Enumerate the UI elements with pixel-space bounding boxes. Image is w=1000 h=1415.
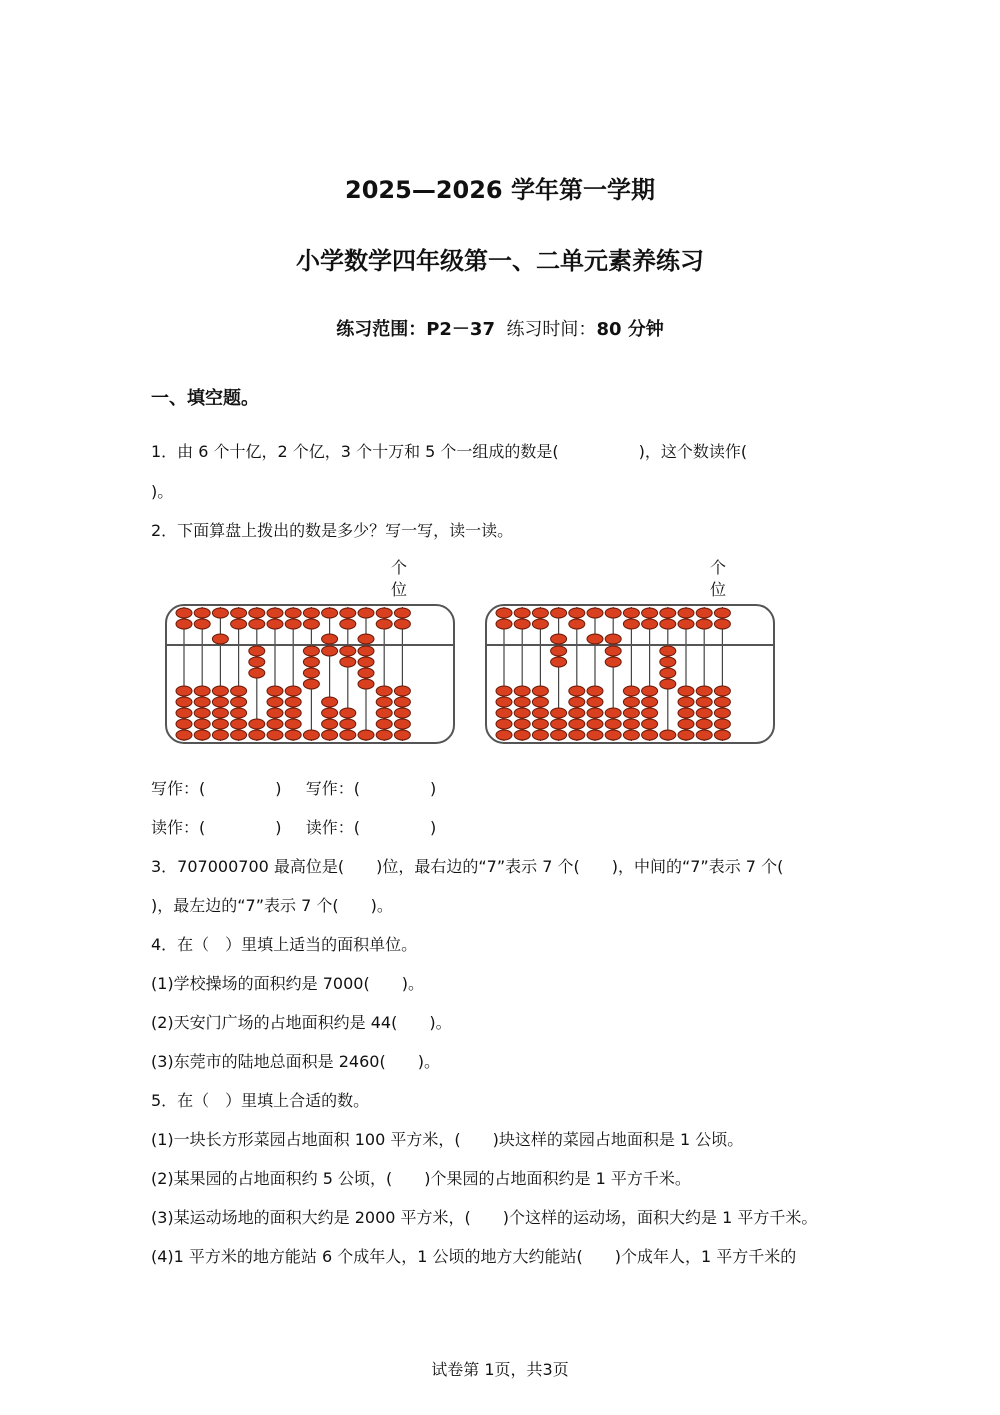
abacus-bead (267, 686, 283, 696)
marker-char: 位 (710, 580, 727, 599)
abacus-bead (394, 719, 410, 729)
abacus-bead (194, 686, 210, 696)
abacus-bead (551, 608, 567, 618)
abacus-bead (303, 608, 319, 618)
abacus-bead (660, 608, 676, 618)
q3-line1: 3．707000700 最高位是( )位，最右边的“7”表示 7 个( )，中间的“7”表示 7 个( (151, 857, 784, 876)
abacus-bead (231, 697, 247, 707)
paren-close: ) (429, 818, 437, 837)
abacus-bead (340, 719, 356, 729)
abacus-bead (194, 708, 210, 718)
time-value: 80 分钟 (596, 319, 664, 340)
abacus-bead (587, 686, 603, 696)
abacus-bead (285, 619, 301, 629)
q4-prompt: 4．在（ ）里填上适当的面积单位。 (151, 935, 418, 954)
abacus-bead (340, 646, 356, 656)
abacus-bead (376, 608, 392, 618)
abacus-bead (678, 608, 694, 618)
write-answer-right (306, 776, 437, 799)
abacus-bead (394, 619, 410, 629)
abacus-bead (322, 634, 338, 644)
abacus-bead (176, 686, 192, 696)
abacus-bead (714, 608, 730, 618)
abacus-bead (642, 686, 658, 696)
q4-item: (1)学校操场的面积约是 7000( )。 (151, 974, 424, 993)
abacus-bead (322, 608, 338, 618)
abacus-bead (678, 719, 694, 729)
paren-close: ) (275, 779, 282, 798)
abacus-bead (623, 697, 639, 707)
abacus-bead (249, 608, 265, 618)
abacus-bead (376, 708, 392, 718)
read-label: 读作：( (151, 818, 206, 837)
abacus-bead (340, 657, 356, 667)
abacus-bead (696, 697, 712, 707)
abacus-bead (532, 608, 548, 618)
abacus-bead (340, 608, 356, 618)
abacus-bead (642, 708, 658, 718)
abacus-bead (212, 608, 228, 618)
abacus-bead (212, 697, 228, 707)
abacus-bead (514, 608, 530, 618)
abacus-bead (569, 686, 585, 696)
marker-char: 个 (710, 558, 727, 577)
abacus-bead (249, 619, 265, 629)
abacus-bead (623, 730, 639, 740)
exam-meta (0, 315, 1000, 341)
abacus-bead (660, 619, 676, 629)
q3-line2: )，最左边的“7”表示 7 个( )。 (151, 896, 393, 915)
q2-read-row (151, 815, 436, 838)
abacus-bead (358, 646, 374, 656)
q5-item: (2)某果园的占地面积约 5 公顷，( )个果园的占地面积约是 1 平方千米。 (151, 1169, 691, 1188)
abacus-bead (267, 608, 283, 618)
abacus-bead (231, 730, 247, 740)
abacus-bead (569, 697, 585, 707)
abacus-bead (303, 619, 319, 629)
abacus-bead (285, 708, 301, 718)
page-footer: 试卷第 1页，共3页 (431, 1360, 569, 1379)
abacus-bead (176, 619, 192, 629)
abacus-bead (660, 679, 676, 689)
abacus-bead (194, 619, 210, 629)
abacus-bead (587, 608, 603, 618)
q2-prompt: 2．下面算盘上拨出的数是多少？写一写，读一读。 (151, 521, 514, 540)
abacus-bead (267, 697, 283, 707)
abacus-bead (569, 719, 585, 729)
abacus-bead (587, 697, 603, 707)
abacus-bead (358, 730, 374, 740)
abacus-bead (303, 679, 319, 689)
q5-prompt: 5．在（ ）里填上合适的数。 (151, 1091, 370, 1110)
abacus-bead (231, 686, 247, 696)
abacus-bead (303, 646, 319, 656)
abacus-bead (514, 719, 530, 729)
abacus-bead (551, 719, 567, 729)
abacus-bead (696, 708, 712, 718)
abacus-bead (605, 719, 621, 729)
abacus-bead (231, 708, 247, 718)
abacus-bead (569, 730, 585, 740)
q4-item: (3)东莞市的陆地总面积是 2460( )。 (151, 1052, 440, 1071)
abacus-bead (267, 730, 283, 740)
abacus-bead (496, 686, 512, 696)
abacus-bead (176, 730, 192, 740)
abacus-bead (642, 719, 658, 729)
abacus-bead (605, 708, 621, 718)
q5-item: (4)1 平方米的地方能站 6 个成年人，1 公顷的地方大约能站( )个成年人，1 平方千米的 (151, 1247, 797, 1266)
abacus-bead (551, 646, 567, 656)
abacus-bead (642, 608, 658, 618)
paren-close: ) (429, 779, 437, 798)
abacus-bead (678, 686, 694, 696)
abacus-bead (212, 686, 228, 696)
q2-write-row (151, 776, 436, 799)
abacus-bead (678, 708, 694, 718)
abacus-bead (496, 619, 512, 629)
abacus-bead (285, 686, 301, 696)
abacus-bead (532, 686, 548, 696)
abacus-bead (496, 697, 512, 707)
abacus-bead (714, 730, 730, 740)
q4-item: (2)天安门广场的占地面积约是 44( )。 (151, 1013, 452, 1032)
write-answer-left (151, 776, 282, 799)
write-label: 写作：( (151, 779, 206, 798)
abacus-bead (532, 619, 548, 629)
time-label: 练习时间： (506, 319, 597, 340)
abacus-bead (532, 697, 548, 707)
abacus-bead (623, 686, 639, 696)
abacus-bead (587, 719, 603, 729)
abacus-bead (714, 708, 730, 718)
abacus-bead (605, 646, 621, 656)
abacus-bead (358, 657, 374, 667)
abacus-bead (714, 686, 730, 696)
abacus-bead (376, 686, 392, 696)
abacus-bead (551, 730, 567, 740)
abacus-bead (587, 730, 603, 740)
abacus-bead (394, 686, 410, 696)
abacus-bead (322, 646, 338, 656)
q1-line2: )。 (151, 482, 174, 501)
abacus-bead (696, 686, 712, 696)
abacus-bead (176, 697, 192, 707)
abacus-bead (394, 608, 410, 618)
abacus-bead (376, 719, 392, 729)
abacus-bead (587, 634, 603, 644)
abacus-bead (194, 719, 210, 729)
abacus-bead (660, 668, 676, 678)
abacus-figure (150, 550, 790, 750)
abacus-bead (623, 708, 639, 718)
abacus-bead (231, 719, 247, 729)
abacus-bead (660, 646, 676, 656)
abacus-bead (569, 608, 585, 618)
abacus-bead (231, 619, 247, 629)
abacus-bead (569, 619, 585, 629)
abacus-bead (394, 730, 410, 740)
abacus-bead (322, 730, 338, 740)
abacus-bead (551, 708, 567, 718)
abacus-bead (642, 697, 658, 707)
marker-char: 位 (391, 580, 408, 599)
abacus-bead (249, 646, 265, 656)
abacus-bead (394, 697, 410, 707)
abacus-bead (376, 730, 392, 740)
abacus-bead (394, 708, 410, 718)
abacus-left (166, 605, 454, 743)
abacus-bead (678, 619, 694, 629)
abacus-bead (340, 619, 356, 629)
abacus-bead (249, 719, 265, 729)
abacus-bead (532, 708, 548, 718)
abacus-bead (303, 730, 319, 740)
abacus-bead (176, 708, 192, 718)
abacus-bead (605, 608, 621, 618)
abacus-bead (642, 730, 658, 740)
abacus-bead (212, 708, 228, 718)
q5-item: (3)某运动场地的面积大约是 2000 平方米，( )个这样的运动场，面积大约是 1 平方千米。 (151, 1208, 818, 1227)
abacus-bead (231, 608, 247, 618)
abacus-bead (358, 634, 374, 644)
abacus-bead (303, 668, 319, 678)
abacus-bead (551, 634, 567, 644)
abacus-bead (514, 697, 530, 707)
abacus-bead (605, 657, 621, 667)
abacus-bead (212, 719, 228, 729)
abacus-bead (249, 730, 265, 740)
abacus-bead (496, 730, 512, 740)
abacus-bead (696, 608, 712, 618)
abacus-bead (569, 708, 585, 718)
section-heading: 一、填空题。 (151, 388, 259, 409)
abacus-bead (322, 719, 338, 729)
range-label: 练习范围： (336, 319, 427, 340)
abacus-bead (714, 697, 730, 707)
marker-char: 个 (391, 558, 408, 577)
abacus-bead (623, 619, 639, 629)
abacus-bead (496, 608, 512, 618)
abacus-bead (358, 668, 374, 678)
abacus-bead (285, 730, 301, 740)
abacus-bead (194, 608, 210, 618)
read-answer-right (306, 815, 437, 838)
abacus-bead (532, 719, 548, 729)
abacus-bead (623, 608, 639, 618)
abacus-bead (358, 608, 374, 618)
abacus-bead (194, 697, 210, 707)
abacus-bead (267, 708, 283, 718)
exam-title: 2025—2026 学年第一学期 (345, 176, 655, 204)
abacus-bead (496, 708, 512, 718)
abacus-bead (322, 697, 338, 707)
abacus-bead (514, 686, 530, 696)
range-value: P2－37 (426, 319, 495, 340)
abacus-bead (267, 719, 283, 729)
write-label: 写作：( (305, 779, 360, 798)
abacus-bead (696, 719, 712, 729)
abacus-right (486, 605, 774, 743)
exam-subtitle: 小学数学四年级第一、二单元素养练习 (296, 247, 704, 275)
read-label: 读作：( (305, 818, 360, 837)
abacus-bead (285, 697, 301, 707)
q1-line1: 1．由 6 个十亿，2 个亿，3 个十万和 5 个一组成的数是( )，这个数读作( (151, 442, 748, 461)
abacus-bead (696, 730, 712, 740)
abacus-bead (714, 619, 730, 629)
abacus-bead (249, 657, 265, 667)
abacus-bead (267, 619, 283, 629)
abacus-bead (678, 730, 694, 740)
read-answer-left (151, 815, 282, 838)
abacus-bead (587, 708, 603, 718)
abacus-bead (303, 657, 319, 667)
abacus-bead (642, 619, 658, 629)
abacus-bead (322, 708, 338, 718)
abacus-bead (194, 730, 210, 740)
abacus-bead (514, 619, 530, 629)
q5-item: (1)一块长方形菜园占地面积 100 平方米，( )块这样的菜园占地面积是 1 公顷。 (151, 1130, 744, 1149)
abacus-bead (678, 697, 694, 707)
abacus-bead (660, 730, 676, 740)
abacus-bead (532, 730, 548, 740)
abacus-bead (605, 634, 621, 644)
abacus-bead (514, 708, 530, 718)
abacus-bead (605, 730, 621, 740)
abacus-bead (376, 619, 392, 629)
abacus-bead (551, 657, 567, 667)
abacus-bead (660, 657, 676, 667)
abacus-bead (376, 697, 392, 707)
abacus-bead (212, 634, 228, 644)
abacus-bead (285, 608, 301, 618)
abacus-bead (285, 719, 301, 729)
abacus-bead (212, 730, 228, 740)
abacus-bead (249, 668, 265, 678)
abacus-bead (623, 719, 639, 729)
abacus-bead (514, 730, 530, 740)
abacus-bead (714, 719, 730, 729)
abacus-bead (696, 619, 712, 629)
abacus-bead (496, 719, 512, 729)
abacus-bead (176, 719, 192, 729)
abacus-bead (340, 730, 356, 740)
abacus-bead (340, 708, 356, 718)
abacus-bead (358, 679, 374, 689)
abacus-bead (176, 608, 192, 618)
paren-close: ) (275, 818, 282, 837)
